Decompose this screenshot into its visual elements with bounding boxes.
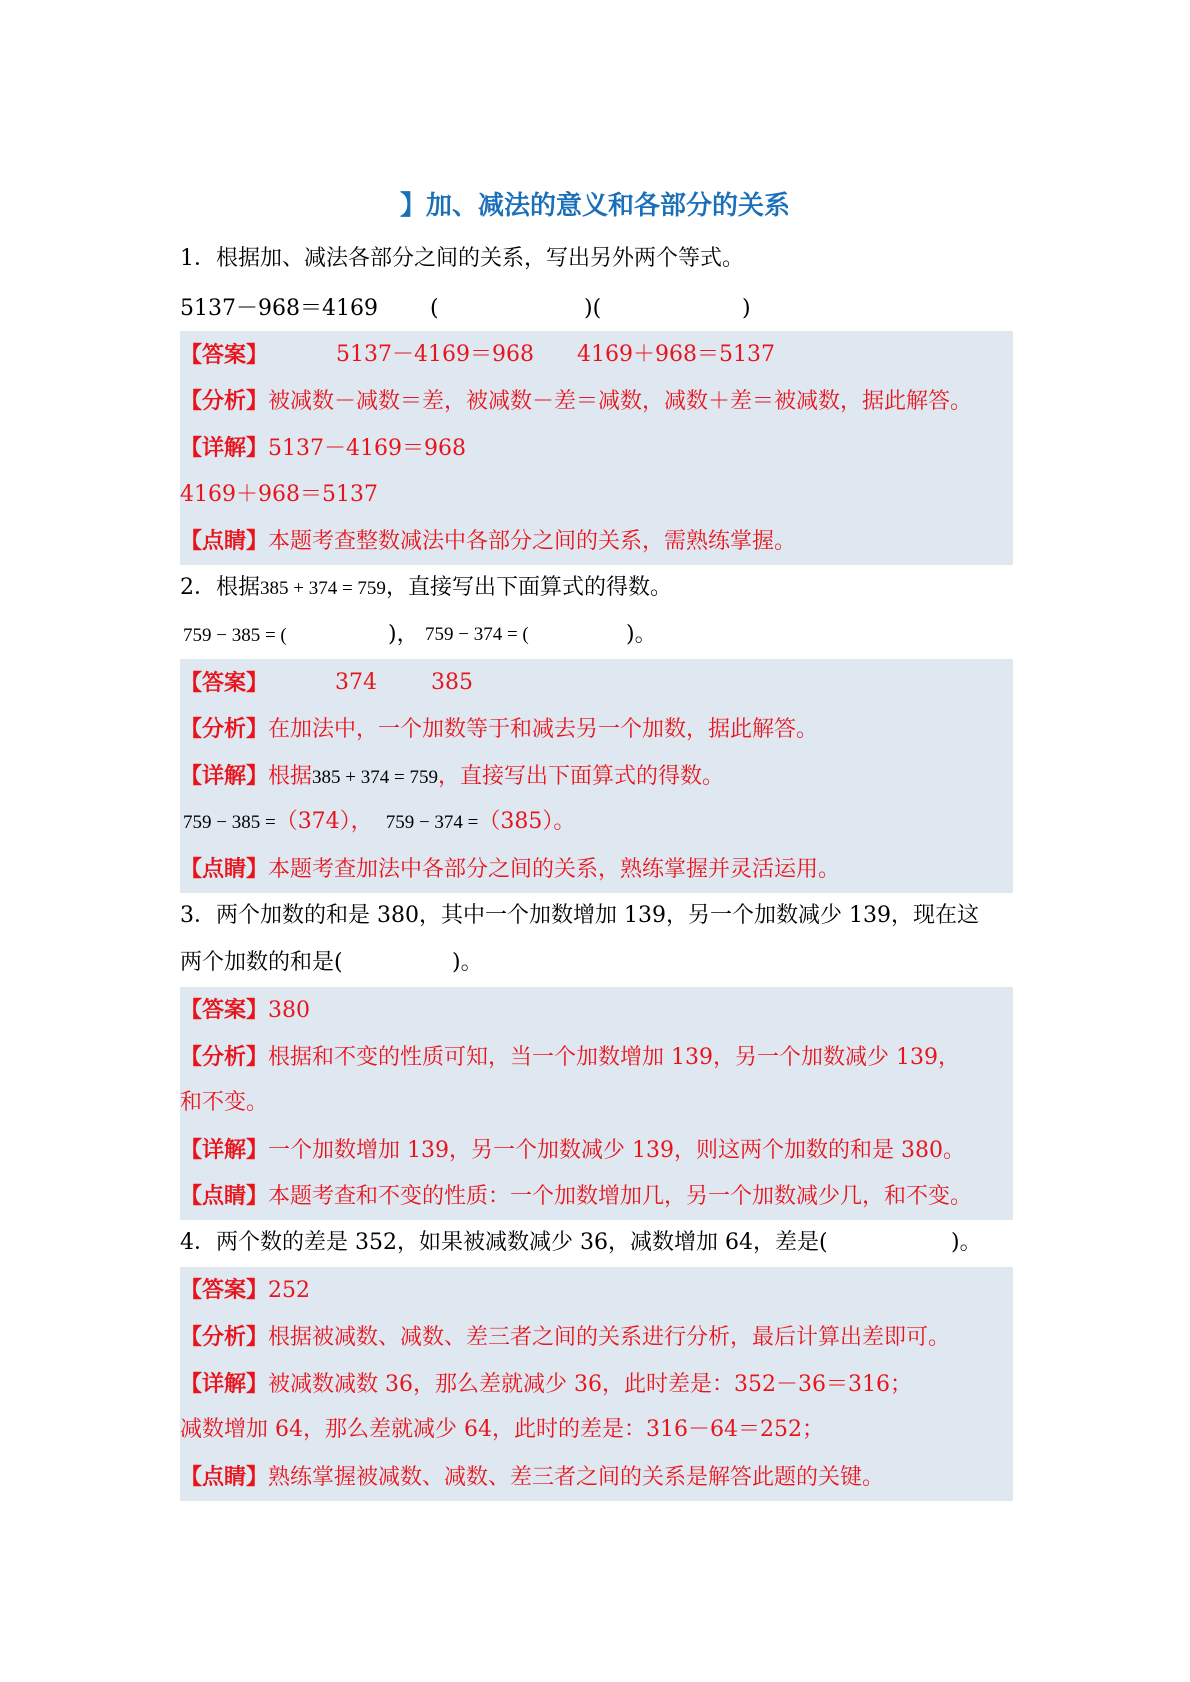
- analysis-text: 根据被减数、减数、差三者之间的关系进行分析，最后计算出差即可。: [268, 1325, 951, 1350]
- comment-label: 【点睛】: [180, 856, 269, 882]
- detail-row-4: [180, 1361, 912, 1408]
- blank-equation-b: 759 − 374 = (: [425, 624, 529, 645]
- analysis-row-1: [180, 378, 972, 425]
- analysis-text-2: 和不变。: [180, 1090, 269, 1115]
- detail-text: 一个加数增加 139，另一个加数减少 139，则这两个加数的和是 380。: [268, 1138, 965, 1163]
- detail-row-4b: [180, 1407, 824, 1453]
- analysis-label: 【分析】: [180, 388, 269, 414]
- answer-label: 【答案】: [180, 997, 269, 1023]
- comment-text: 本题考查整数减法中各部分之间的关系，需熟练掌握。: [268, 529, 797, 554]
- question-3-text-2: 两个加数的和是(: [180, 950, 343, 975]
- blank-close-a: )，: [388, 622, 419, 647]
- question-2: [180, 565, 672, 612]
- question-1-equation-row: [180, 286, 751, 332]
- comment-label: 【点睛】: [180, 528, 269, 554]
- question-2-formula: 385 + 374 = 759: [260, 578, 386, 599]
- answer-row-1: [180, 332, 775, 379]
- detail-answer-b: （385）。: [478, 809, 576, 834]
- answer-row-3: [180, 987, 310, 1034]
- answer-label: 【答案】: [180, 670, 269, 696]
- detail-label: 【详解】: [180, 435, 269, 461]
- comment-text: 本题考查加法中各部分之间的关系，熟练掌握并灵活运用。: [268, 857, 841, 882]
- blank-close: )。: [951, 1230, 982, 1255]
- comment-row-2: [180, 846, 840, 893]
- detail-row-2: [180, 753, 724, 801]
- comment-label: 【点睛】: [180, 1183, 269, 1209]
- detail-row-1b: [180, 472, 378, 518]
- detail-row-2b: [183, 799, 575, 846]
- comment-row-4: [180, 1454, 884, 1501]
- answer-value: 380: [268, 998, 311, 1023]
- detail-label: 【详解】: [180, 763, 269, 789]
- detail-text: 4169＋968＝5137: [180, 482, 378, 507]
- detail-answer-a: （374），: [275, 809, 373, 834]
- page-title: 】加、减法的意义和各部分的关系: [399, 191, 790, 221]
- question-4-text: 4．两个数的差是 352，如果被减数减少 36，减数增加 64，差是(: [180, 1230, 828, 1255]
- answer-label: 【答案】: [180, 342, 269, 368]
- question-3-text: 3．两个加数的和是 380，其中一个加数增加 139，另一个加数减少 139，现在这: [180, 903, 979, 928]
- answer-row-2: [180, 660, 473, 707]
- question-2-blanks: [183, 612, 657, 659]
- answer-value-1: 374: [335, 670, 377, 695]
- blank-close-b: )。: [626, 622, 657, 647]
- detail-text: 5137－4169＝968: [268, 436, 466, 461]
- question-3-line-2: [180, 940, 483, 986]
- detail-equation-a: 759 − 385 =: [183, 812, 276, 833]
- analysis-text: 被减数－减数＝差，被减数－差＝减数，减数＋差＝被减数，据此解答。: [268, 389, 973, 414]
- blank-equation-a: 759 − 385 = (: [183, 625, 287, 646]
- detail-label: 【详解】: [180, 1371, 269, 1397]
- detail-formula: 385 + 374 = 759: [312, 767, 438, 788]
- detail-text-2: 减数增加 64，那么差就减少 64，此时的差是：316－64＝252；: [180, 1417, 824, 1442]
- answer-row-4: [180, 1267, 310, 1314]
- question-2-prefix: 2．根据: [180, 575, 260, 600]
- question-4: [180, 1220, 982, 1266]
- question-1-equation: 5137－968＝4169: [180, 296, 378, 321]
- detail-row-3: [180, 1127, 965, 1174]
- blank-close: )。: [452, 950, 483, 975]
- answer-blank-open: (: [430, 296, 439, 321]
- analysis-row-2: [180, 706, 818, 753]
- answer-label: 【答案】: [180, 1277, 269, 1303]
- detail-suffix: ，直接写出下面算式的得数。: [437, 764, 724, 789]
- comment-row-1: [180, 518, 796, 565]
- analysis-row-3: [180, 1034, 960, 1081]
- comment-text: 熟练掌握被减数、减数、差三者之间的关系是解答此题的关键。: [268, 1465, 885, 1490]
- question-1: [180, 236, 744, 282]
- answer-value-2: 385: [431, 670, 473, 695]
- answer-blank-close: ): [742, 296, 751, 321]
- analysis-text: 根据和不变的性质可知，当一个加数增加 139，另一个加数减少 139，: [268, 1045, 960, 1070]
- comment-text: 本题考查和不变的性质：一个加数增加几，另一个加数减少几，和不变。: [268, 1184, 973, 1209]
- comment-label: 【点睛】: [180, 1464, 269, 1490]
- analysis-label: 【分析】: [180, 1324, 269, 1350]
- analysis-row-4: [180, 1314, 950, 1361]
- detail-row-1: [180, 425, 466, 472]
- question-2-suffix: ，直接写出下面算式的得数。: [385, 575, 672, 600]
- comment-row-3: [180, 1173, 972, 1220]
- detail-equation-b: 759 − 374 =: [385, 812, 479, 833]
- analysis-label: 【分析】: [180, 716, 269, 742]
- question-1-text: 1．根据加、减法各部分之间的关系，写出另外两个等式。: [180, 246, 744, 271]
- answer-blank-separator: )(: [584, 296, 602, 321]
- detail-text: 被减数减数 36，那么差就减少 36，此时差是：352－36＝316；: [268, 1372, 912, 1397]
- detail-prefix: 根据: [268, 764, 313, 789]
- answer-value-2: 4169＋968＝5137: [577, 342, 775, 367]
- analysis-label: 【分析】: [180, 1044, 269, 1070]
- analysis-text: 在加法中，一个加数等于和减去另一个加数，据此解答。: [268, 717, 819, 742]
- answer-value: 252: [268, 1278, 311, 1303]
- analysis-row-3b: [180, 1080, 268, 1126]
- detail-label: 【详解】: [180, 1137, 269, 1163]
- answer-value-1: 5137－4169＝968: [336, 342, 534, 367]
- question-3-line-1: [180, 893, 979, 939]
